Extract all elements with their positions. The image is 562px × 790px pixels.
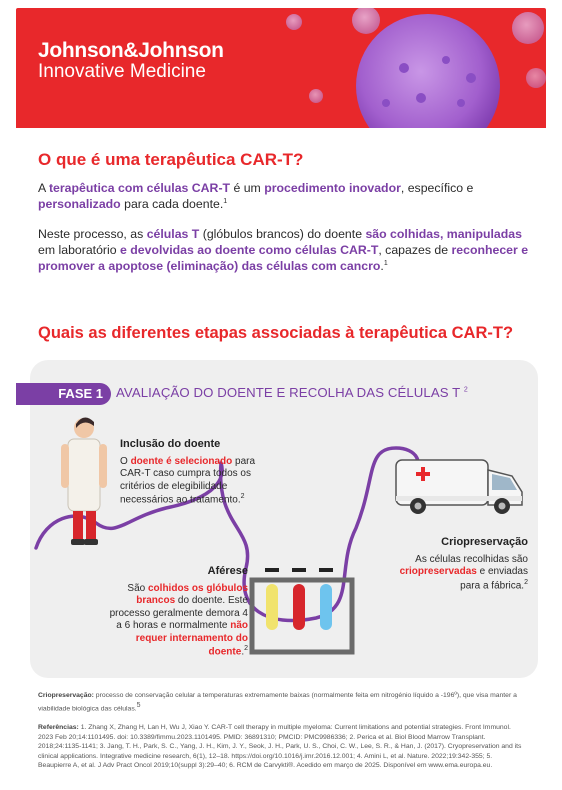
footnote-term: Criopreservação: (38, 692, 94, 699)
label-heading: Criopreservação (441, 536, 528, 548)
highlight: procedimento inovador (264, 181, 401, 195)
text: é um (230, 181, 265, 195)
text: . (241, 646, 245, 658)
text: , específico e (400, 181, 474, 195)
text: As células recolhidas são (415, 553, 528, 565)
reference-sup: 2 (240, 493, 245, 501)
references-label: Referências: (38, 724, 79, 731)
text: para CAR-T caso cumpra todos os critérios de elegibilidade necessários ao tratamento. (120, 455, 256, 506)
text: e enviadas para a fábrica. (460, 566, 528, 592)
stages-title: Quais as diferentes etapas associadas à terapêutica CAR-T? (38, 324, 514, 342)
fase-title (116, 385, 468, 400)
brand-line-2: Innovative Medicine (38, 61, 206, 83)
highlight: células T (146, 227, 200, 241)
text: do doente. Este processo geralmente demora 4 a 6 horas e normalmente (109, 595, 248, 632)
text: em laboratório (38, 243, 121, 258)
text: A (38, 181, 49, 195)
reference-sup: 1 (383, 260, 388, 268)
text: para cada doente. (120, 197, 224, 212)
highlight: são colhidas, manipuladas (365, 227, 522, 241)
reference-sup: 2 (463, 386, 468, 394)
reference-sup: 2 (524, 578, 528, 586)
highlight: personalizado (38, 197, 121, 212)
highlight: não requer internamento do doente (135, 620, 248, 658)
reference-sup: 5 (136, 701, 141, 709)
brand-line-1: Johnson&Johnson (38, 39, 224, 62)
header-banner (16, 8, 546, 128)
label-heading: Inclusão do doente (120, 438, 221, 450)
intro-title: O que é uma terapêutica CAR-T? (38, 150, 304, 169)
highlight: criopreservadas (399, 566, 477, 578)
text: Neste processo, as (38, 227, 147, 241)
highlight: e devolvidas ao doente como células CAR-T (120, 243, 379, 258)
label-inclusao (120, 438, 280, 507)
footnote-text: processo de conservação celular a temperaturas extremamente baixas (normalmente feita em nitrogénio líquido a -196º), que visa manter a viabilidade biológica das células. (38, 692, 517, 712)
intro-paragraph-2 (38, 226, 533, 275)
text: . (380, 259, 384, 274)
fase-panel (30, 360, 538, 678)
leaflet-page (16, 8, 546, 784)
reference-sup: 1 (223, 198, 228, 206)
text: São (127, 582, 148, 594)
highlight: reconhecer e promover a apoptose (eliminação) das células com cancro (38, 243, 529, 274)
label-aferese (108, 565, 248, 659)
text: , capazes de (378, 243, 452, 258)
intro-paragraph-1 (38, 180, 533, 212)
highlight: colhidos os glóbulos brancos (136, 582, 248, 607)
footnote (38, 691, 526, 713)
brand-logo (38, 40, 224, 82)
highlight: terapêutica com células CAR-T (48, 181, 231, 195)
reference-sup: 2 (244, 645, 248, 653)
fase-title-text: AVALIAÇÃO DO DOENTE E RECOLHA DAS CÉLULAS T (116, 385, 461, 400)
references (38, 723, 526, 771)
label-criopreservacao (388, 536, 528, 593)
highlight: doente é selecionado (130, 455, 233, 467)
references-text: 1. Zhang X, Zhang H, Lan H, Wu J, Xiao Y. CAR-T cell therapy in multiple myeloma: Current limitations and potential strategies. Front Immunol. 2023 Feb 20;14:1101495. doi: 10.3389/fimmu.2023.1101495. PMID: 36891310; PMCID: PMC9986336; 2. Perica et al. Biol Blood Marrow Transplant. 2018;24:1135-1141; 3. Jang, T. H., Park, S. C., Yang, J. H., Kim, J. Y., Seok, J. H., Park, U. S., Choi, C. W., Lee, S. R., & Han, J. (2017). Cryopreservation and its clinical applications. Integrative medicine research, 6(1), 12–18. https://doi.org/10.1016/j.imr.2016.12.001; 4. Amini L, et al. Nature. 2022;19:342-355; 5. Beaupierre A, et al. J Adv Pract Oncol 2019;10(suppl 3):29–40; 6. RCM de Carvykti®. Acedido em março de 2025. Disponível em www.ema.europa.eu. (38, 724, 522, 770)
text: O (120, 455, 131, 467)
label-heading: Aférese (207, 565, 248, 577)
text: (glóbulos brancos) do doente (199, 227, 366, 241)
fase-badge: FASE 1 (16, 383, 111, 405)
